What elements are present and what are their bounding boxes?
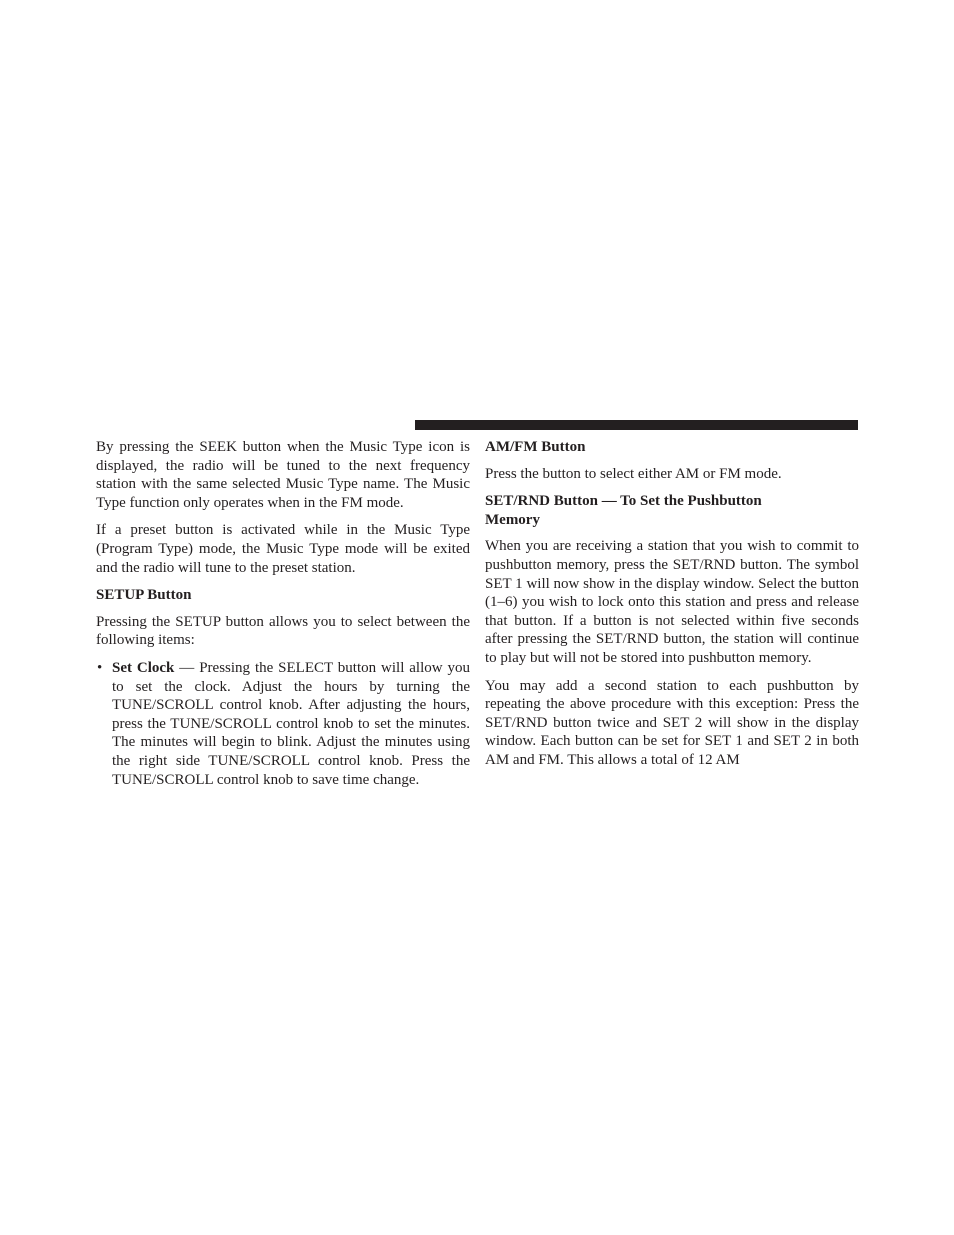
music-type-preset-paragraph: If a preset button is activated while in the Music Type (Program Type) mode, the Music Type mode will be exited and the radio will tune to the preset station. (96, 522, 470, 576)
setup-intro-paragraph: Pressing the SETUP button allows you to select between the following items: (96, 613, 470, 649)
set-rnd-button-heading: SET/RND Button — To Set the Pushbutton Memory (485, 493, 762, 528)
setup-button-heading: SETUP Button (96, 587, 192, 604)
set-clock-description: — Pressing the SELECT button will allow you to set the clock. Adjust the hours by turning the TUNE/SCROLL control knob. After adjusting the hours, press the TUNE/SCROLL control knob to set the minutes. The minutes will begin to blink. Adjust the minutes using the right side TUNE/SCROLL control knob. Press the TUNE/SCROLL control knob to save time change. (112, 659, 470, 788)
set-rnd-memory-paragraph: When you are receiving a station that you wish to commit to pushbutton memory, press the SET/RND button. The symbol SET 1 will now show in the display window. Select the button (1–6) you wish to lock onto this station and press and release that button. If a button is not selected within five seconds after pressing the SET/RND button, the station will continue to play but will not be stored into pushbutton memory. (485, 538, 859, 666)
bullet-icon: • (97, 659, 103, 676)
set-clock-term: Set Clock (112, 659, 175, 676)
second-station-paragraph: You may add a second station to each pushbutton by repeating the above procedure with this exception: Press the SET/RND button twice and SET 2 will show in the display window. Each button can be set for SET 1 and SET 2 in both AM and FM. This allows a total of 12 AM (485, 677, 859, 768)
left-column (96, 438, 470, 789)
amfm-button-heading: AM/FM Button (485, 439, 586, 455)
amfm-paragraph: Press the button to select either AM or FM mode. (485, 465, 782, 482)
section-header-bar (415, 420, 858, 430)
set-clock-list-item (96, 659, 470, 789)
music-type-seek-paragraph: By pressing the SEEK button when the Music Type icon is displayed, the radio will be tuned to the next frequency station with the same selected Music Type name. The Music Type function only operates when in the FM mode. (96, 439, 470, 511)
right-column (485, 438, 859, 779)
